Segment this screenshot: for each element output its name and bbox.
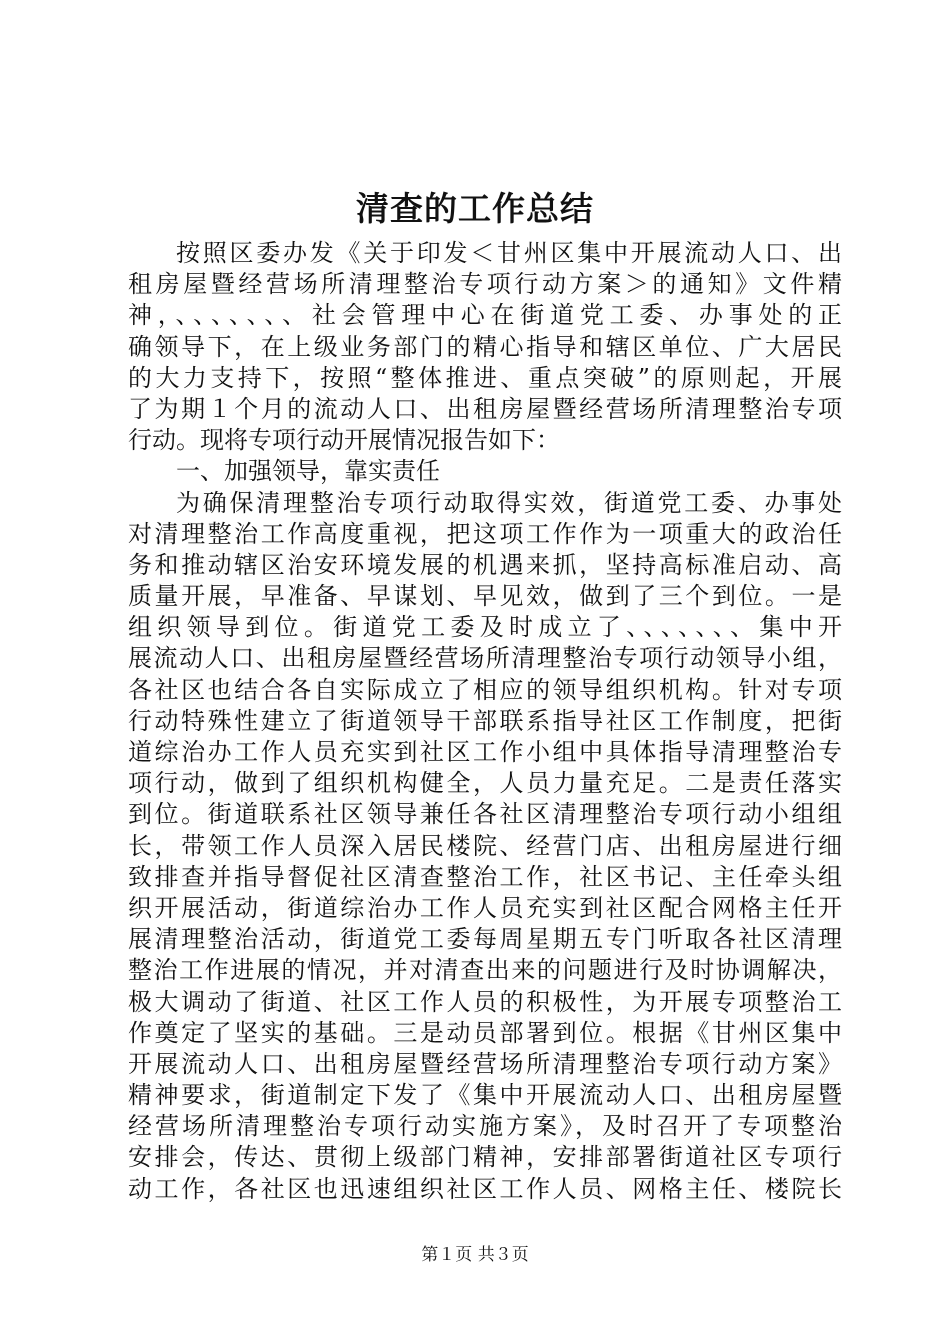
body-line: 极大调动了街道、社区工作人员的积极性，为开展专项整治工 xyxy=(128,987,842,1016)
body-line: 织开展活动，街道综治办工作人员充实到社区配合网格主任开 xyxy=(128,893,842,922)
body-line: 的大力支持下，按照“整体推进、重点突破”的原则起，开展 xyxy=(128,363,842,392)
body-line: 确领导下，在上级业务部门的精心指导和辖区单位、广大居民 xyxy=(128,332,842,361)
body-line: 一、加强领导，靠实责任 xyxy=(176,457,440,486)
body-line: 组织领导到位。街道党工委及时成立了、、、、、、、集中开 xyxy=(128,613,842,642)
page-footer: 第１页 共３页 xyxy=(421,1245,529,1265)
body-line: 行动。现将专项行动开展情况报告如下： xyxy=(128,426,560,455)
body-line: 按照区委办发《关于印发＜甘州区集中开展流动人口、出 xyxy=(176,239,842,267)
document-title: 清查的工作总结 xyxy=(356,189,594,228)
body-line: 务和推动辖区治安环境发展的机遇来抓，坚持高标准启动、高 xyxy=(128,550,842,579)
body-line: 道综治办工作人员充实到社区工作小组中具体指导清理整治专 xyxy=(128,738,842,766)
body-line: 行动特殊性建立了街道领导干部联系指导社区工作制度，把街 xyxy=(128,706,842,735)
body-line: 质量开展，早准备、早谋划、早见效，做到了三个到位。一是 xyxy=(128,582,842,611)
body-line: 神，、、、、、、、社会管理中心在街道党工委、办事处的正 xyxy=(128,301,842,330)
body-line: 了为期１个月的流动人口、出租房屋暨经营场所清理整治专项 xyxy=(128,394,842,423)
body-line: 作奠定了坚实的基础。三是动员部署到位。根据《甘州区集中 xyxy=(128,1018,842,1047)
body-line: 项行动，做到了组织机构健全，人员力量充足。二是责任落实 xyxy=(128,769,842,798)
body-line: 各社区也结合各自实际成立了相应的领导组织机构。针对专项 xyxy=(128,675,842,704)
body-line: 到位。街道联系社区领导兼任各社区清理整治专项行动小组组 xyxy=(128,800,842,829)
body-line: 租房屋暨经营场所清理整治专项行动方案＞的通知》文件精 xyxy=(128,270,842,299)
body-line: 整治工作进展的情况，并对清查出来的问题进行及时协调解决， xyxy=(128,956,842,985)
body-line: 展流动人口、出租房屋暨经营场所清理整治专项行动领导小组， xyxy=(128,644,842,673)
body-line: 长，带领工作人员深入居民楼院、经营门店、出租房屋进行细 xyxy=(128,831,842,860)
body-line: 安排会，传达、贯彻上级部门精神，安排部署街道社区专项行 xyxy=(128,1143,842,1172)
body-line: 精神要求，街道制定下发了《集中开展流动人口、出租房屋暨 xyxy=(128,1081,842,1110)
body-line: 动工作，各社区也迅速组织社区工作人员、网格主任、楼院长 xyxy=(128,1174,842,1203)
document-body xyxy=(128,238,842,1205)
body-line: 致排查并指导督促社区清查整治工作，社区书记、主任牵头组 xyxy=(128,862,842,891)
body-line: 对清理整治工作高度重视，把这项工作作为一项重大的政治任 xyxy=(128,519,842,548)
body-line: 为确保清理整治专项行动取得实效，街道党工委、办事处 xyxy=(176,488,842,517)
body-line: 开展流动人口、出租房屋暨经营场所清理整治专项行动方案》 xyxy=(128,1049,842,1078)
body-line: 展清理整治活动，街道党工委每周星期五专门听取各社区清理 xyxy=(128,925,842,954)
body-line: 经营场所清理整治专项行动实施方案》，及时召开了专项整治 xyxy=(128,1112,842,1141)
